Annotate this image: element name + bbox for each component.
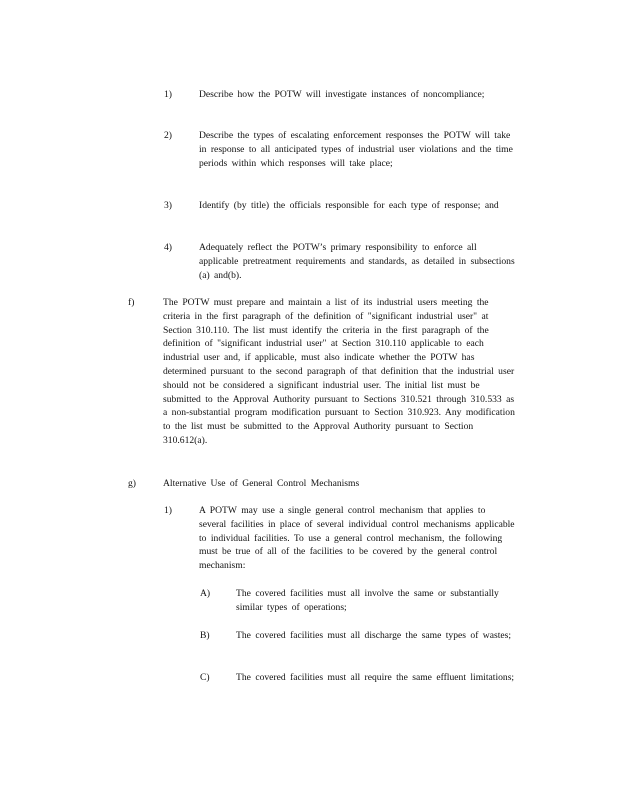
section-marker: g) [128,478,136,489]
item-marker: 2) [164,130,172,141]
item-marker: 3) [164,200,172,211]
item-marker: A) [200,588,211,599]
item-marker: 1) [164,505,172,516]
item-text: Describe how the POTW will investigate instances of noncompliance; [199,89,485,100]
section-text: The POTW must prepare and maintain a list of its industrial users meeting the criteria in the first paragraph of the definition of "significant industrial user" at Section 310.110. The list must identify the criteria in the first paragraph of the definition of "significant industrial user" at Section 310.110 applicable to each industrial user and, if applicable, must also indicate whether the POTW has determined pursuant to the second paragraph of that definition that the industrial user should not be considered a significant industrial user. The initial list must be submitted to the Approval Authority pursuant to Sections 310.521 through 310.533 as a non-substantial program modification pursuant to Section 310.923. Any modification to the list must be submitted to the Approval Authority pursuant to Section 310.612(a). [163,297,515,446]
item-text: Identify (by title) the officials responsible for each type of response; and [199,200,499,211]
section-marker: f) [128,297,135,308]
item-marker: 1) [164,89,172,100]
item-text: A POTW may use a single general control mechanism that applies to several facilities in place of several individual control mechanisms applicable to individual facilities. To use a general control mechanism, the following must be true of all of the facilities to be covered by the general control mechanism: [199,505,515,572]
item-text: Adequately reflect the POTW’s primary responsibility to enforce all applicable pretreatment requirements and standards, as detailed in subsections (a) and(b). [199,242,515,281]
item-text: The covered facilities must all involve the same or substantially similar types of operations; [236,588,499,613]
item-text: Describe the types of escalating enforcement responses the POTW will take in response to all anticipated types of industrial user violations and the time periods within which responses will take place; [199,130,513,169]
section-title: Alternative Use of General Control Mechanisms [163,478,360,489]
item-marker: C) [200,672,210,683]
item-marker: B) [200,630,210,641]
item-text: The covered facilities must all discharge the same types of wastes; [236,630,512,641]
item-marker: 4) [164,242,172,253]
item-text: The covered facilities must all require the same effluent limitations; [236,672,515,683]
